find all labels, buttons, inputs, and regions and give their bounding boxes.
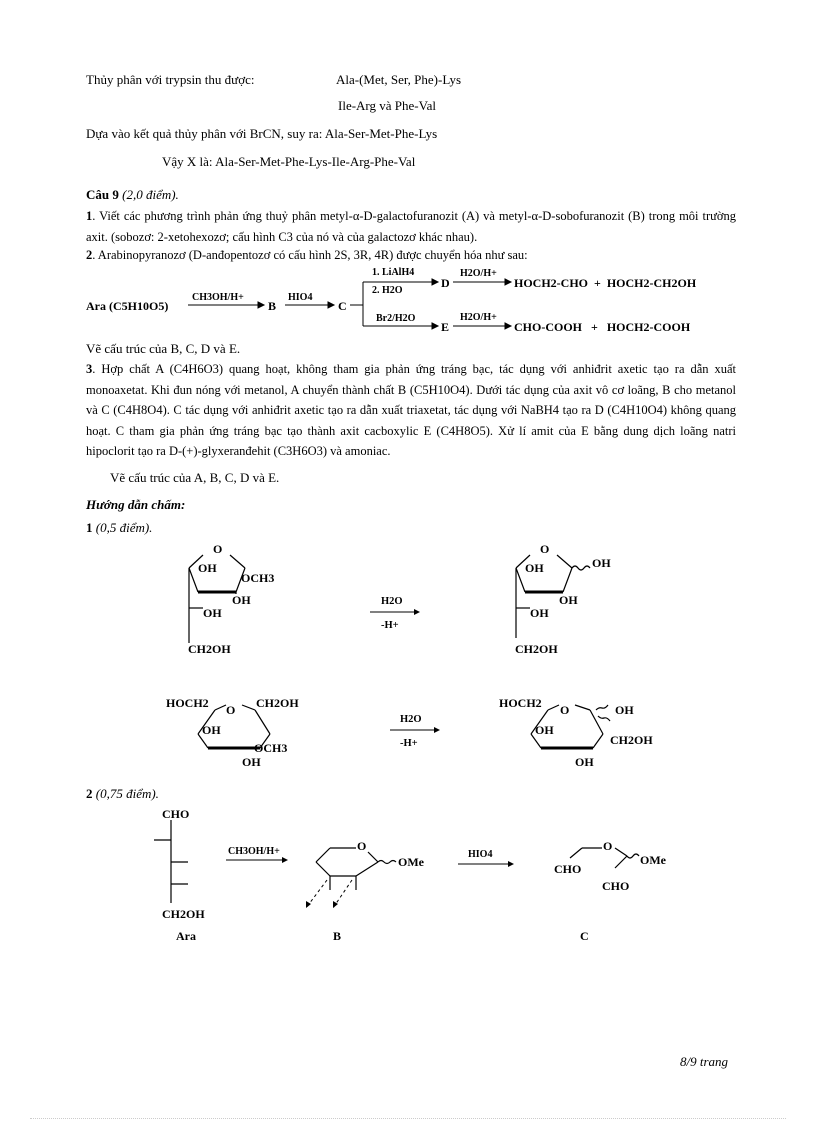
r2-product-oh-anomeric: OH: [615, 703, 634, 717]
scheme-d: D: [441, 276, 450, 290]
part-3-text: . Hợp chất A (C4H6O3) quang hoạt, không tham gia phản ứng tráng bạc, tác dụng với anhiđrit axetic tạo ra dẫn xuất monoaxetat. Khi đun nóng với metanol, A chuyển thành chất B (C5H10O4). Dưới tác dụng của axit vô cơ loãng, B cho metanol và C (C4H8O4). C tác dụng với anhiđrit axetic tạo ra dẫn xuất triaxetat, tác dụng với NaBH4 tạo ra D (C4H10O4) không quang hoạt. C tham gia phản ứng tráng bạc tạo thành axit cacboxylic E (C4H8O5). Xử lí amit của E bằng dung dịch loãng natri hipoclorit tạo ra D-(+)-glyxeranđehit (C3H6O3) và amoniac.: [86, 362, 736, 458]
r1-ch2oh: CH2OH: [188, 642, 231, 656]
ara-label: Ara: [176, 929, 196, 943]
r1-oh-c5: OH: [203, 606, 222, 620]
r1-product-oh-c5: OH: [530, 606, 549, 620]
scheme-c: C: [338, 299, 347, 313]
r2-oh-c3: OH: [242, 755, 261, 769]
c-cho-right: CHO: [602, 879, 630, 893]
reaction-arabinose: [140, 800, 700, 950]
trypsin-result-2: Ile-Arg và Phe-Val: [338, 98, 436, 113]
scheme-start: Ara (C5H10O5): [86, 299, 169, 313]
guide-part-2-points: (0,75 điểm).: [95, 786, 159, 801]
trypsin-label: Thủy phân với trypsin thu được:: [86, 72, 255, 87]
question-points: (2,0 điểm).: [122, 187, 179, 202]
r1-oh-c3: OH: [232, 593, 251, 607]
reaction-scheme: [80, 262, 740, 342]
b-ome: OMe: [398, 855, 424, 869]
r1-oh-c2: OH: [198, 561, 217, 575]
scheme-upper-reagent-1: 1. LiAlH4: [372, 267, 415, 278]
page-number: 8/9 trang: [680, 1054, 729, 1069]
scheme-e-reagent: H2O/H+: [460, 312, 497, 323]
scheme-d-reagent: H2O/H+: [460, 268, 497, 279]
scheme-e: E: [441, 320, 450, 334]
guide-title: Hướng dẫn chấm:: [86, 497, 186, 512]
scheme-e-products: CHO-COOH + HOCH2-COOH: [514, 320, 691, 334]
r2-product-ring-o: O: [560, 703, 570, 717]
r1-product-oh-c2: OH: [525, 561, 544, 575]
question-part-3: [86, 359, 736, 462]
question-title: Câu 9: [86, 187, 119, 202]
r2-product-hoch2: HOCH2: [499, 696, 542, 710]
r2-oh-c4: OH: [202, 723, 221, 737]
c-cho-left: CHO: [554, 862, 582, 876]
b-label: B: [333, 929, 342, 943]
r2-product-ch2oh: CH2OH: [610, 733, 653, 747]
r1-product-ring-o: O: [540, 542, 550, 556]
question-part-1: [86, 206, 736, 247]
draw-abcde: Vẽ cấu trúc của A, B, C, D và E.: [110, 470, 280, 485]
ara-ch2oh: CH2OH: [162, 907, 205, 921]
r2-och3: OCH3: [254, 741, 288, 755]
b-ring-o: O: [357, 839, 367, 853]
ara-cho: CHO: [162, 807, 190, 821]
r2-product-oh-c4: OH: [535, 723, 554, 737]
c-ring-o: O: [603, 839, 613, 853]
scheme-lower-reagent: Br2/H2O: [376, 313, 416, 324]
reaction-galactofuranozit: [170, 540, 650, 665]
c-ome: OMe: [640, 853, 666, 867]
scheme-d-products: HOCH2-CHO + HOCH2-CH2OH: [514, 276, 697, 290]
part-2-number: 2: [86, 248, 93, 262]
r1-och3: OCH3: [241, 571, 275, 585]
part-3-number: 3: [86, 362, 93, 376]
reaction-sobofuranozit: [160, 690, 680, 775]
scheme-step2-reagent: HIO4: [288, 292, 313, 303]
r1-product-ch2oh: CH2OH: [515, 642, 558, 656]
r1-reagent-water: H2O: [381, 596, 403, 607]
r1-product-oh-c3: OH: [559, 593, 578, 607]
r1-reagent-minus-h: -H+: [381, 620, 399, 631]
part-1-number: 1: [86, 209, 93, 223]
c-label: C: [580, 929, 589, 943]
r2-reagent-minus-h: -H+: [400, 738, 418, 749]
r2-reagent-water: H2O: [400, 714, 422, 725]
question-heading: [86, 187, 179, 203]
guide-part-2-number: 2: [86, 786, 93, 801]
page-bottom-divider: [30, 1118, 786, 1119]
conclusion-prefix: Vậy X là:: [162, 154, 213, 169]
brcn-line: Dựa vào kết quả thủy phân với BrCN, suy ra: Ala-Ser-Met-Phe-Lys: [86, 126, 438, 141]
r2-product-oh-c3: OH: [575, 755, 594, 769]
r2-hoch2: HOCH2: [166, 696, 209, 710]
r2-ch2oh: CH2OH: [256, 696, 299, 710]
guide-part-1-number: 1: [86, 520, 93, 535]
r3-reagent-methanol: CH3OH/H+: [228, 846, 280, 857]
trypsin-result-1: Ala-(Met, Ser, Phe)-Lys: [336, 72, 462, 87]
guide-part-1-points: (0,5 điểm).: [95, 520, 153, 535]
scheme-upper-reagent-2: 2. H2O: [372, 285, 403, 296]
conclusion-sequence: Ala-Ser-Met-Phe-Lys-Ile-Arg-Phe-Val: [215, 154, 416, 169]
r3-reagent-periodate: HIO4: [468, 849, 493, 860]
r2-ring-o: O: [226, 703, 236, 717]
draw-bcde: Vẽ cấu trúc của B, C, D và E.: [86, 341, 241, 356]
r1-product-oh-anomeric: OH: [592, 556, 611, 570]
conclusion-line: [162, 154, 415, 170]
r1-ring-o: O: [213, 542, 223, 556]
part-2-text: . Arabinopyranozơ (D-anđopentozơ có cấu hình 2S, 3R, 4R) được chuyển hóa như sau:: [92, 248, 528, 262]
scheme-b: B: [268, 299, 277, 313]
part-1-text: . Viết các phương trình phản ứng thuỷ phân metyl-α-D-galactofuranozit (A) và metyl-α-D-sobofuranozit (B) trong môi trường axit. (sobozơ: 2-xetohexozơ; cấu hình C3 của nó và của galactozơ khác nhau).: [86, 209, 736, 244]
scheme-step1-reagent: CH3OH/H+: [192, 292, 244, 303]
guide-part-1-heading: [86, 520, 152, 536]
